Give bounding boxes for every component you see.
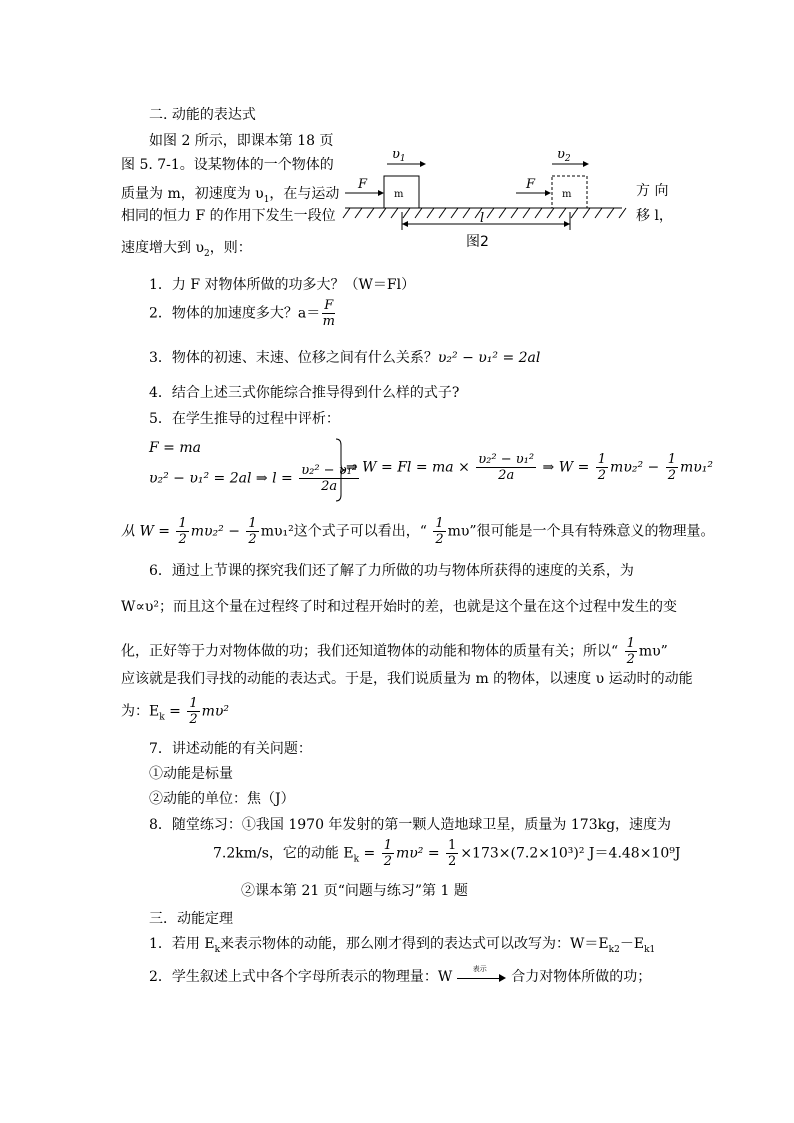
paragraph-6: W∝υ²；而且这个量在过程终了时和过程开始时的差，也就是这个量在这个过程中发生的变	[121, 599, 677, 615]
intro-line: 速度增大到 $\upsilon_2$，则：	[121, 240, 252, 259]
intro-right: 方 向	[636, 183, 669, 199]
conclusion-line: 从 W = $\frac{1}{2}$ mυ₂² − $\frac{1}{2}$ mυ₁²这个式子可以看出，“ $\frac{1}{2}$ mυ”很可能是一个具有特殊意义的物理量。	[121, 516, 715, 547]
right-brace	[334, 437, 346, 503]
paragraph-6: 为：$E_k$ = $\frac{1}{2}$ mυ²	[121, 696, 230, 727]
derivation-right: ⇒ W = Fl = ma × $\frac{\text{υ₂² − υ₁²}}{2a}$ ⇒ W = $\frac{1}{2}$ mυ₂² − $\frac{1}{2}$ mυ₁²	[346, 452, 713, 483]
figure-2	[340, 142, 630, 252]
question-3: 3．物体的初速、末速、位移之间有什么关系？υ₂² − υ₁² = 2al	[149, 350, 541, 366]
question-8: 8．随堂练习：①我国 1970 年发射的第一颗人造地球卫星，质量为 173kg，速度为	[149, 817, 672, 833]
intro-line: 质量为 m，初速度为 $\upsilon_1$，在与运动	[121, 186, 340, 205]
question-7-a: ①动能是标量	[149, 766, 233, 782]
force-label: F	[526, 177, 536, 192]
figure-caption: 图2	[466, 234, 489, 250]
paragraph-6: 应该就是我们寻找的动能的表达式。于是，我们说质量为 m 的物体，以速度 υ 运动时的动能	[121, 671, 693, 687]
question-1: 1．力 F 对物体所做的功多大？（W＝Fl）	[149, 277, 416, 293]
question-5: 5．在学生推导的过程中评析：	[149, 411, 340, 427]
derivation-line-1: F = ma	[149, 440, 201, 456]
question-7-b: ②动能的单位：焦（J）	[149, 791, 295, 807]
section-heading: 三．动能定理	[149, 911, 233, 927]
arrow-icon: 表示	[457, 970, 507, 984]
mass-label: m	[562, 189, 572, 200]
question-7: 7．讲述动能的有关问题：	[149, 741, 312, 757]
theorem-line-2: 2．学生叙述上式中各个字母所表示的物理量：W 表示 合力对物体所做的功；	[149, 965, 652, 985]
question-4: 4．结合上述三式你能综合推导得到什么样的式子?	[149, 385, 460, 401]
section-heading: 二. 动能的表达式	[149, 107, 256, 123]
ground-hatching	[343, 208, 626, 218]
paragraph-6: 6．通过上节课的探究我们还了解了力所做的功与物体所获得的速度的关系，为	[149, 563, 634, 579]
intro-line: 如图 2 所示，即课本第 18 页	[149, 133, 334, 149]
v1-label: $\upsilon_1$	[392, 147, 406, 164]
derivation-line-2: υ₂² − υ₁² = 2al ⇒ l = $\frac{\text{υ₂² − υ₁²}}{2a}$	[149, 463, 358, 494]
intro-right: 移 l，	[636, 208, 673, 224]
mass-label: m	[394, 189, 404, 200]
question-8-calc: 7.2km/s，它的动能 $E_k$ = $\frac{1}{2}$ mυ² = $\frac{1}{2}$ ×173×(7.2×10³)² J＝4.48×10⁹J	[213, 838, 681, 869]
intro-line: 相同的恒力 F 的作用下发生一段位	[121, 208, 336, 224]
question-8-b: ②课本第 21 页“问题与练习”第 1 题	[241, 883, 468, 899]
paragraph-6: 化，正好等于力对物体做的功；我们还知道物体的动能和物体的质量有关；所以“ $\frac{1}{2}$ mυ”	[121, 636, 668, 667]
theorem-line-1: 1．若用 $E_k$来表示物体的动能，那么刚才得到的表达式可以改写为：$W=E_{k2}-E_{k1}$	[149, 936, 656, 955]
v2-label: $\upsilon_2$	[557, 147, 571, 164]
question-2: 2．物体的加速度多大？a＝ $\frac{F}{m}$	[149, 298, 335, 329]
force-label: F	[358, 177, 368, 192]
distance-label: l	[480, 211, 485, 226]
intro-line: 图 5. 7-1。设某物体的一个物体的	[121, 157, 334, 173]
